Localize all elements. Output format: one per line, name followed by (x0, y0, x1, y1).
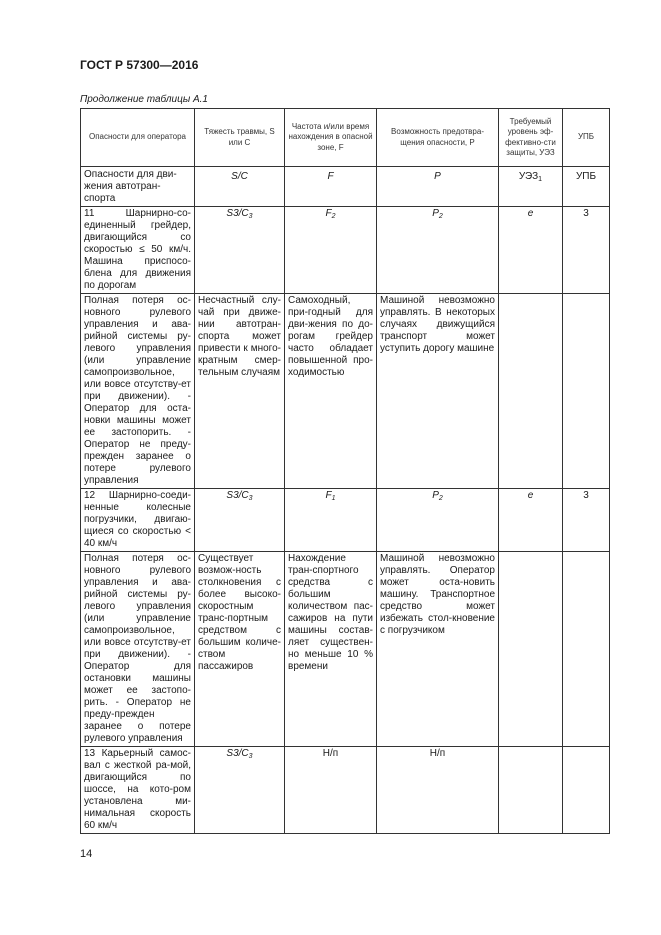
header-frequency: Частота и/или время нахождения в опасной зоне, F (285, 109, 377, 167)
row-avoidance: $P_2$ (377, 489, 499, 552)
row-severity: Существует возмож-ность столкновения с более высоко-скоростным транс-портным средством с большим количе-ством пассажиров (195, 552, 285, 747)
header-severity: Тяжесть травмы, S или C (195, 109, 285, 167)
row-avoidance: $P_2$ (377, 207, 499, 294)
row-upb: 3 (563, 489, 610, 552)
key-efficiency: $УЭЗ_1$ (499, 167, 563, 207)
row-hazard: 12 Шарнирно-соеди-ненные колесные погрузчики, двигаю-щиеся со скоростью < 40 км/ч (81, 489, 195, 552)
row-avoidance: Н/п (377, 747, 499, 834)
table-key-row (81, 167, 610, 207)
header-upb: УПБ (563, 109, 610, 167)
row-hazard: Полная потеря ос-новного рулевого управления и ава-рийной системы ру-левого управления (или управление самопроизвольное, или вовсе отсутству-ет при движении). - Оператор для остановки машины может ее застопо-рить. - Оператор не преду-прежден заранее о потере рулевого управления (81, 552, 195, 747)
row-avoidance: Машиной невозможно управлять. В некоторых случаях движущийся транспорт может уступить дорогу машине (377, 294, 499, 489)
key-severity: S/C (195, 167, 285, 207)
row-hazard: 13 Карьерный самос-вал с жесткой ра-мой, двигающийся по шоссе, на кото-ром установлена ми-нимальная скорость 60 км/ч (81, 747, 195, 834)
table-continuation-caption: Продолжение таблицы А.1 (80, 94, 208, 105)
table-row (81, 552, 610, 747)
row-severity: Несчастный слу-чай при движе-нии автотран-спорта может привести к много-кратным смер-тельным случаям (195, 294, 285, 489)
key-frequency: F (285, 167, 377, 207)
row-frequency: Нахождение тран-спортного средства с большим количеством пас-сажиров на пути машины состав-ляет существен-но меньше 10 % времени (285, 552, 377, 747)
row-frequency: Н/п (285, 747, 377, 834)
table-header-row (81, 109, 610, 167)
row-frequency: $F_2$ (285, 207, 377, 294)
row-hazard: Полная потеря ос-новного рулевого управления и ава-рийной системы ру-левого управления (или управление самопроизвольное, или вовсе отсутству-ет при движении). - Оператор для оста-новки машины может ее застопорить. - Оператор не преду-прежден заранее о потере рулевого управления (81, 294, 195, 489)
key-efficiency-label: УЭЗ (518, 171, 539, 182)
header-efficiency: Требуемый уровень эф-фективно-сти защиты, УЭЗ (499, 109, 563, 167)
hazard-table (80, 108, 610, 834)
row-upb (563, 747, 610, 834)
row-efficiency (499, 552, 563, 747)
row-hazard: 11 Шарнирно-со-единенный грейдер, двигающийся со скоростью ≤ 50 км/ч. Машина приспосо-блена для движения по дорогам (81, 207, 195, 294)
header-avoidance: Возможность предотвра-щения опасности, P (377, 109, 499, 167)
row-severity: $S3/C_3$ (195, 747, 285, 834)
row-upb (563, 552, 610, 747)
row-frequency: $F_1$ (285, 489, 377, 552)
row-severity: $S3/C_3$ (195, 489, 285, 552)
row-efficiency: e (499, 489, 563, 552)
row-efficiency (499, 747, 563, 834)
key-upb: УПБ (563, 167, 610, 207)
table-row (81, 747, 610, 834)
table-row (81, 294, 610, 489)
table-row (81, 207, 610, 294)
row-upb: 3 (563, 207, 610, 294)
row-severity: $S3/C_3$ (195, 207, 285, 294)
row-upb (563, 294, 610, 489)
row-efficiency (499, 294, 563, 489)
row-avoidance: Машиной невозможно управлять. Оператор может оста-новить машину. Транспортное средство может избежать стол-кновение с погрузчиком (377, 552, 499, 747)
page-number: 14 (80, 848, 93, 860)
table-row (81, 489, 610, 552)
row-frequency: Самоходный, при-годный для дви-жения по до-рогам грейдер часто обладает повышенной про-ходимостью (285, 294, 377, 489)
key-hazard: Опасности для дви-жения автотран-спорта (81, 167, 195, 207)
document-header: ГОСТ Р 57300—2016 (80, 58, 199, 72)
header-hazards: Опасности для оператора (81, 109, 195, 167)
key-avoidance: P (377, 167, 499, 207)
row-efficiency: e (499, 207, 563, 294)
